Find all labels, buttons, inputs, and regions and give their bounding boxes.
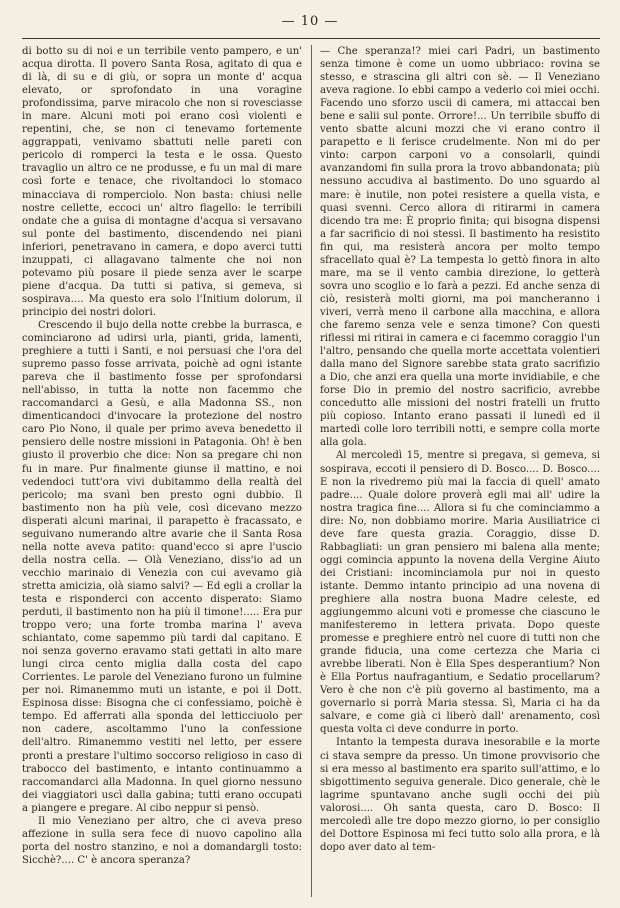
header-rule: [22, 38, 600, 39]
right-paragraph-3: Intanto la tempesta durava inesorabile e la morte ci stava sempre da presso. Un timone provvisorio che si era messo al bastimento era sparito sull'attimo, e lo sbigottimento seguiva generale. Dico generale, chè le lagrime spuntavano anche sugli occhi dei più valorosi.... Oh santa questa, caro D. Bosco: Il mercoledì alle tre dopo mezzo giorno, io per consiglio del Dottore Espinosa mi feci tutto solo alla prora, e là dopo aver dato al tem-: [320, 737, 600, 853]
text-columns: [22, 45, 600, 897]
column-divider: [311, 45, 312, 897]
left-column: [22, 45, 302, 897]
right-column: [320, 45, 600, 897]
left-paragraph-2: Crescendo il bujo della notte crebbe la burrasca, e cominciarono ad udirsi urla, pianti, grida, lamenti, preghiere a tutti i Santi, e noi persuasi che l'ora del supremo passo fosse arrivata, poichè ad ogni istante pareva che il bastimento fosse per sprofondarsi nell'abisso, in tutta la notte non facemmo che raccomandarci a Gesù, e alla Madonna SS., non dimenticandoci d'invocare la protezione del nostro caro Pio Nono, il quale per primo aveva benedetto il pensiero delle nostre missioni in Patagonia. Oh! è ben giusto il proverbio che dice: Non sa pregare chi non fu in mare. Pur finalmente giunse il mattino, e noi vedendoci tutt'ora vivi dubitammo della realtà del pericolo; ma svanì ben presto ogni dubbio. Il bastimento non ha più vele, così dicevano mezzo disperati alcuni marinai, il parapetto è fracassato, e seguivano numerando altre avarie che il Santa Rosa nella notte aveva patito: quand'ecco si apre l'uscio della nostra cella. — Olà Veneziano, diss'io ad un vecchio marinaio di Venezia con cui avevamo già stretta amicizia, olà siamo salvi? — Ed egli a crollar la testa e risponderci con accento disperato: Siamo perduti, il bastimento non ha più il timone!..... Era pur troppo vero; una forte tromba marina l' aveva schiantato, come sapemmo più tardi dal capitano. E noi senza governo eravamo stati gettati in alto mare lungi circa cento miglia dalla costa del capo Corrientes. Le parole del Veneziano furono un fulmine per noi. Rimanemmo muti un istante, e poi il Dott. Espinosa disse: Bisogna che ci confessiamo, poichè è tempo. Ed afferrati alla sponda del letticciuolo per non cadere, ascoltammo l'uno la confessione dell'altro. Rimanemmo vestiti nel letto, per essere pronti a prestare l'ultimo soccorso religioso in caso di trabocco del bastimento, e intanto continuammo a raccomandarci alla Madonna. In quel giorno nessuno dei viaggiatori uscì dalla gabina; tutti erano occupati a piangere e pregare. Al cibo neppur si pensò.: [22, 319, 302, 814]
left-paragraph-3: Il mio Veneziano per altro, che ci aveva preso affezione in sulla sera fece di nuovo capolino alla porta del nostro stanzino, e noi a domandargli tosto: Sicchè?.... C' è ancora speranza?: [22, 815, 302, 866]
left-paragraph-1: di botto su di noi e un terribile vento pampero, e un' acqua dirotta. Il povero Santa Rosa, agitato di qua e di là, di su e di giù, or sopra un monte d' acqua elevato, or sprofondato in una voragine profondissima, parve miracolo che non si rovesciasse in mare. Alcuni moti poi erano così violenti e repentini, che, se non ci tenevamo fortemente aggrappati, venivamo sbattuti nelle pareti con pericolo di romperci la testa e le ossa. Questo travaglio un altro ce ne produsse, e fu un mal di mare così forte e tenace, che rivoltandoci lo stomaco minacciava di romperciolo. Non basta: chiusi nelle nostre cellette, eccoci un' altro flagello: le terribili ondate che a guisa di montagne d'acqua si versavano sul ponte del bastimento, discendendo nei piani inferiori, penetravano in camera, e dopo averci tutti inzuppati, ci allagavano talmente che noi non potevamo più posare il piede senza aver le scarpe piene d'acqua. Da tutti si pativa, si gemeva, si sospirava.... Ma questo era solo l'Initium dolorum, il principio dei nostri dolori.: [22, 46, 302, 318]
page-number: — 10 —: [281, 14, 339, 29]
right-paragraph-1: — Che speranza!? miei cari Padri, un bastimento senza timone è come un uomo ubbriaco: rovina se stesso, e strascina gli altri con sè. — Il Veneziano aveva ragione. Io ebbi campo a vederlo coi miei occhi. Facendo uno sforzo uscii di camera, mi attaccai ben bene e salii sul ponte. Orrore!... Un terribile sbuffo di vento sbatte alcuni mozzi che vi erano contro il parapetto e li ferisce crudelmente. Non mi do per vinto: carpon carponi vo a consolarli, quindi avanzandomi fin sulla prora la trovo abbandonata; più nessuno accudiva al bastimento. Do uno sguardo al mare: è inutile, non potei resistere a quella vista, e quasi svenni. Cerco allora di ritirarmi in camera dicendo tra me: È proprio finita; qui bisogna dispensi a far sacrificio di noi stessi. Il bastimento ha resistito fin qui, ma resisterà ancora per molto tempo sfracellato qual è? La tempesta lo gettò finora in alto mare, ma se il vento cambia direzione, lo getterà sovra uno scoglio e lo farà a pezzi. Ed anche senza di ciò, resisterà molti giorni, ma poi mancheranno i viveri, verrà meno il carbone alla macchina, e allora che faremo senza vele e senza timone? Con questi riflessi mi ritirai in camera e ci facemmo coraggio l'un l'altro, pensando che quella morte accettata volentieri dalla mano del Signore sarebbe stata grato sacrifizio a Dio, che anzi era quella una morte invidiabile, e che forse Dio in premio del nostro sacrificio, avrebbe concedutto alle missioni del nostri fratelli un frutto più copioso. Intanto erano passati il lunedì ed il martedì colle loro terribili notti, e sempre colla morte alla gola.: [320, 46, 600, 449]
right-paragraph-2: Al mercoledì 15, mentre si pregava, si gemeva, si sospirava, eccoti il pensiero di D. Bosco.... D. Bosco.... E non la rivedremo più mai la faccia di quell' amato padre.... Quale dolore proverà egli mai all' udire la nostra tragica fine.... Allora si fu che cominciammo a dire: No, non dobbiamo morire. Maria Ausiliatrice ci deve fare questa grazia. Coraggio, disse D. Rabbagliati: un gran pensiero mi balena alla mente; oggi comincia appunto la novena della Vergine Aiuto dei Cristiani: incominciamola pur noi in questo istante. Demmo intanto principio ad una novena di preghiere alla nostra buona Madre celeste, ed aggiungemmo alcuni voti e promesse che ciascuno le manifesteremo in lettera privata. Dopo queste promesse e preghiere entrò nel cuore di tutti non che grande fiducia, una come certezza che Maria ci avrebbe liberati. Non è Ella Spes desperantium? Non è Ella Portus naufragantium, e Sedatio procellarum? Vero è che non c'è più governo al bastimento, ma a governarlo si porrà Maria stessa. Sì, Maria ci ha da salvare, e come già ci liberò dall' arenamento, così questa volta ci deve condurre in porto.: [320, 450, 600, 736]
